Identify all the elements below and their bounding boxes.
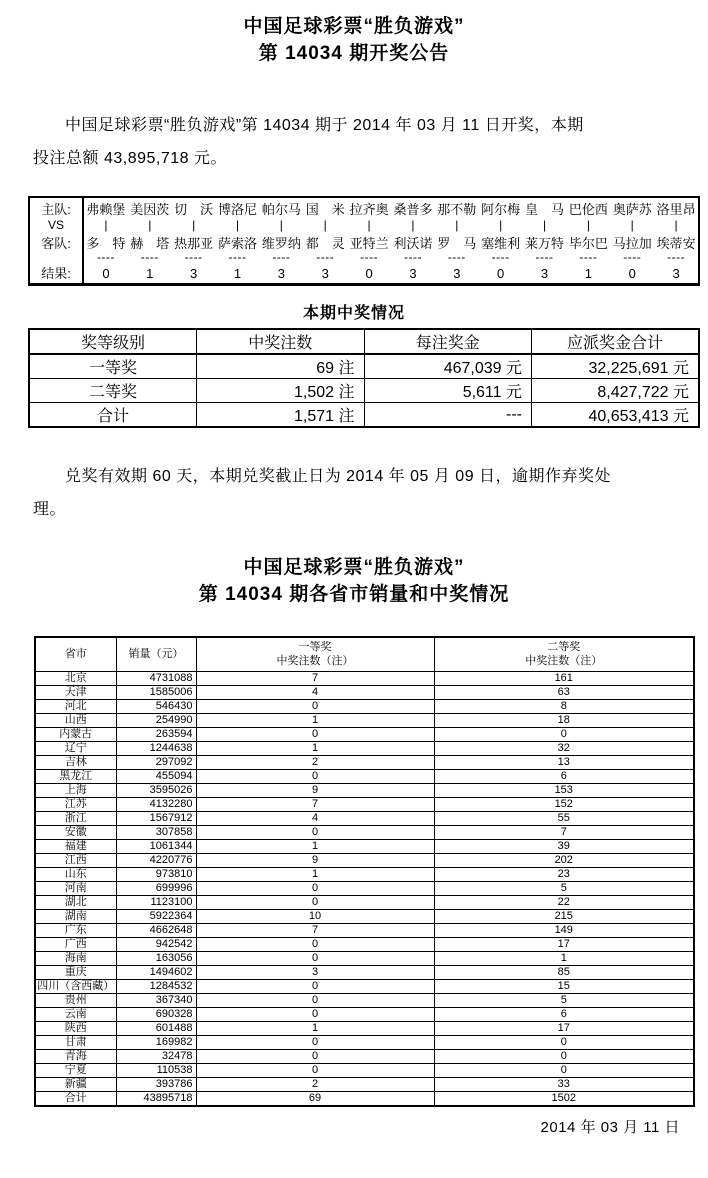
away-team: 赫 塔	[130, 236, 170, 251]
dash-separator: ----	[184, 250, 203, 264]
province-title-line2: 第 14034 期各省市销量和中奖情况	[198, 584, 510, 605]
first-prize-count-cell: 7	[196, 923, 434, 937]
prize-level-cell: 合计	[29, 403, 197, 428]
sales-cell: 32478	[116, 1049, 196, 1063]
page-title	[0, 0, 708, 67]
province-name-cell: 江西	[35, 853, 116, 867]
away-team: 热那亚	[174, 236, 214, 251]
prize-header-amount: 每注奖金	[364, 329, 532, 354]
first-prize-count-cell: 0	[196, 937, 434, 951]
dash-row-spacer	[30, 255, 82, 264]
second-prize-count-cell: 7	[434, 825, 694, 839]
prize-row	[29, 354, 699, 379]
second-prize-count-cell: 32	[434, 741, 694, 755]
home-team: 那不勒	[437, 202, 477, 217]
dash-separator: ----	[316, 250, 335, 264]
province-row	[35, 1091, 694, 1106]
match-table-labels	[30, 198, 84, 283]
away-team: 毕尔巴	[568, 236, 608, 251]
province-header-first-prize	[196, 637, 434, 671]
dash-separator: ----	[447, 250, 466, 264]
sales-cell: 455094	[116, 769, 196, 783]
second-prize-header-line2: 中奖注数（注）	[525, 655, 603, 668]
away-team: 埃蒂安	[656, 236, 696, 251]
province-name-cell: 江苏	[35, 797, 116, 811]
prize-table-body	[29, 354, 699, 427]
second-prize-count-cell: 0	[434, 1049, 694, 1063]
vs-separator: |	[104, 218, 108, 232]
first-prize-count-cell: 4	[196, 685, 434, 699]
away-team: 罗 马	[437, 236, 477, 251]
sales-cell: 973810	[116, 867, 196, 881]
prize-header-row	[29, 329, 699, 354]
prize-count-cell: 1,571 注	[197, 403, 365, 428]
province-name-cell: 上海	[35, 783, 116, 797]
second-prize-count-cell: 149	[434, 923, 694, 937]
province-row	[35, 671, 694, 685]
match-column	[216, 198, 260, 283]
province-row	[35, 909, 694, 923]
second-prize-count-cell: 0	[434, 727, 694, 741]
sales-cell: 110538	[116, 1063, 196, 1077]
match-result: 0	[102, 266, 110, 281]
sales-cell: 4132280	[116, 797, 196, 811]
province-name-cell: 内蒙古	[35, 727, 116, 741]
sales-cell: 297092	[116, 755, 196, 769]
match-column	[84, 198, 128, 283]
province-row	[35, 965, 694, 979]
province-name-cell: 海南	[35, 951, 116, 965]
vs-separator: |	[630, 218, 634, 232]
province-name-cell: 河北	[35, 699, 116, 713]
prize-row	[29, 403, 699, 428]
province-row	[35, 797, 694, 811]
home-team: 奥萨苏	[612, 202, 652, 217]
home-team: 洛里昂	[656, 202, 696, 217]
prize-count-cell: 1,502 注	[197, 379, 365, 403]
province-name-cell: 甘肃	[35, 1035, 116, 1049]
province-name-cell: 辽宁	[35, 741, 116, 755]
first-prize-count-cell: 4	[196, 811, 434, 825]
dash-separator: ----	[140, 250, 159, 264]
province-row	[35, 727, 694, 741]
first-prize-count-cell: 9	[196, 853, 434, 867]
second-prize-count-cell: 63	[434, 685, 694, 699]
sales-cell: 601488	[116, 1021, 196, 1035]
dash-separator: ----	[360, 250, 379, 264]
second-prize-count-cell: 23	[434, 867, 694, 881]
intro-line2: 投注总额 43,895,718 元。	[33, 150, 227, 167]
second-prize-count-cell: 5	[434, 881, 694, 895]
province-row	[35, 699, 694, 713]
sales-cell: 4662648	[116, 923, 196, 937]
province-row	[35, 755, 694, 769]
prize-level-cell: 二等奖	[29, 379, 197, 403]
match-result: 3	[672, 266, 680, 281]
home-team: 国 米	[305, 202, 345, 217]
match-result: 3	[540, 266, 549, 281]
away-team: 莱万特	[525, 236, 565, 251]
dash-separator: ----	[579, 250, 598, 264]
match-column	[347, 198, 391, 283]
match-result: 0	[365, 266, 373, 281]
second-prize-count-cell: 6	[434, 1007, 694, 1021]
province-name-cell: 吉林	[35, 755, 116, 769]
province-name-cell: 广西	[35, 937, 116, 951]
first-prize-count-cell: 7	[196, 671, 434, 685]
home-team: 博洛尼	[218, 202, 258, 217]
home-team: 帕尔马	[261, 202, 301, 217]
sales-cell: 3595026	[116, 783, 196, 797]
match-column	[172, 198, 216, 283]
first-prize-count-cell: 0	[196, 769, 434, 783]
dash-separator: ----	[535, 250, 554, 264]
first-prize-count-cell: 0	[196, 1063, 434, 1077]
second-prize-count-cell: 17	[434, 1021, 694, 1035]
intro-line1: 中国足球彩票“胜负游戏”第 14034 期于 2014 年 03 月 11 日开奖，本期	[65, 117, 584, 134]
first-prize-count-cell: 0	[196, 1007, 434, 1021]
province-name-cell: 重庆	[35, 965, 116, 979]
second-prize-count-cell: 8	[434, 699, 694, 713]
sales-cell: 307858	[116, 825, 196, 839]
away-team: 利沃诺	[393, 236, 433, 251]
second-prize-header-line1: 二等奖	[547, 641, 581, 654]
vs-separator: |	[542, 218, 547, 232]
first-prize-count-cell: 1	[196, 713, 434, 727]
match-column	[259, 198, 303, 283]
second-prize-count-cell: 18	[434, 713, 694, 727]
prize-total-cell: 32,225,691 元	[532, 354, 700, 379]
first-prize-count-cell: 0	[196, 895, 434, 909]
vs-separator: |	[279, 218, 283, 232]
match-result: 3	[321, 266, 329, 281]
province-row	[35, 1007, 694, 1021]
first-prize-count-cell: 3	[196, 965, 434, 979]
province-row	[35, 811, 694, 825]
away-team: 亚特兰	[349, 236, 389, 251]
first-prize-count-cell: 0	[196, 699, 434, 713]
province-name-cell: 湖南	[35, 909, 116, 923]
province-name-cell: 广东	[35, 923, 116, 937]
province-row	[35, 685, 694, 699]
sales-cell: 546430	[116, 699, 196, 713]
second-prize-count-cell: 215	[434, 909, 694, 923]
home-team: 皇 马	[525, 202, 565, 217]
prize-total-cell: 40,653,413 元	[532, 403, 700, 428]
province-header-row	[35, 637, 694, 671]
second-prize-count-cell: 161	[434, 671, 694, 685]
match-result: 3	[277, 266, 285, 281]
sales-cell: 4731088	[116, 671, 196, 685]
sales-cell: 1494602	[116, 965, 196, 979]
province-row	[35, 741, 694, 755]
second-prize-count-cell: 153	[434, 783, 694, 797]
match-column	[128, 198, 172, 283]
sales-cell: 1061344	[116, 839, 196, 853]
sales-cell: 699996	[116, 881, 196, 895]
first-prize-count-cell: 0	[196, 1049, 434, 1063]
province-row	[35, 1063, 694, 1077]
dash-separator: ----	[491, 250, 510, 264]
away-team: 都 灵	[305, 236, 345, 251]
sales-cell: 1244638	[116, 741, 196, 755]
province-header-name: 省市	[35, 637, 116, 671]
match-column	[435, 198, 479, 283]
province-row	[35, 853, 694, 867]
prize-level-cell: 一等奖	[29, 354, 197, 379]
province-name-cell: 安徽	[35, 825, 116, 839]
away-team: 马拉加	[612, 236, 652, 251]
province-name-cell: 湖北	[35, 895, 116, 909]
page-title-line1: 中国足球彩票“胜负游戏”	[243, 16, 465, 37]
match-results-table	[28, 196, 700, 286]
province-name-cell: 北京	[35, 671, 116, 685]
province-row	[35, 825, 694, 839]
province-row	[35, 839, 694, 853]
prize-row	[29, 379, 699, 403]
match-result: 1	[146, 266, 154, 281]
prize-table	[28, 328, 700, 428]
match-result: 1	[584, 266, 592, 281]
province-row	[35, 979, 694, 993]
province-row	[35, 713, 694, 727]
province-row	[35, 1049, 694, 1063]
province-name-cell: 天津	[35, 685, 116, 699]
first-prize-count-cell: 0	[196, 993, 434, 1007]
first-prize-count-cell: 1	[196, 839, 434, 853]
first-prize-header-line1: 一等奖	[298, 641, 332, 654]
vs-separator: |	[586, 218, 590, 232]
home-team: 桑普多	[393, 202, 433, 217]
province-row	[35, 993, 694, 1007]
vs-separator: |	[455, 218, 459, 232]
first-prize-count-cell: 0	[196, 979, 434, 993]
match-column	[303, 198, 347, 283]
vs-separator: |	[192, 218, 196, 232]
province-title-line1: 中国足球彩票“胜负游戏”	[243, 557, 465, 578]
vs-separator: |	[235, 218, 240, 232]
second-prize-count-cell: 1	[434, 951, 694, 965]
province-row	[35, 783, 694, 797]
prize-amount-cell: 467,039 元	[364, 354, 532, 379]
vs-row-label: VS	[47, 218, 64, 232]
sales-cell: 942542	[116, 937, 196, 951]
sales-cell: 1284532	[116, 979, 196, 993]
first-prize-count-cell: 0	[196, 727, 434, 741]
prize-header-level: 奖等级别	[29, 329, 197, 354]
away-team: 塞维利	[481, 236, 521, 251]
vs-separator: |	[148, 218, 152, 232]
prize-header-total: 应派奖金合计	[532, 329, 700, 354]
province-row	[35, 867, 694, 881]
dash-separator: ----	[623, 250, 642, 264]
province-name-cell: 四川（含西藏）	[35, 979, 116, 993]
result-row-label: 结果:	[41, 266, 71, 281]
second-prize-count-cell: 33	[434, 1077, 694, 1091]
first-prize-count-cell: 0	[196, 951, 434, 965]
sales-cell: 1585006	[116, 685, 196, 699]
sales-cell: 393786	[116, 1077, 196, 1091]
province-name-cell: 青海	[35, 1049, 116, 1063]
province-row	[35, 769, 694, 783]
footer-date: 2014 年 03 月 11 日	[540, 1118, 680, 1136]
sales-cell: 1123100	[116, 895, 196, 909]
province-name-cell: 云南	[35, 1007, 116, 1021]
sales-cell: 254990	[116, 713, 196, 727]
prize-amount-cell: 5,611 元	[364, 379, 532, 403]
province-header-second-prize	[434, 637, 694, 671]
second-prize-count-cell: 17	[434, 937, 694, 951]
second-prize-count-cell: 13	[434, 755, 694, 769]
second-prize-count-cell: 0	[434, 1035, 694, 1049]
prize-count-cell: 69 注	[197, 354, 365, 379]
first-prize-count-cell: 1	[196, 867, 434, 881]
first-prize-count-cell: 9	[196, 783, 434, 797]
home-team: 巴伦西	[568, 202, 608, 217]
dash-separator: ----	[403, 250, 422, 264]
match-column	[523, 198, 567, 283]
first-prize-count-cell: 69	[196, 1091, 434, 1106]
prize-total-cell: 8,427,722 元	[532, 379, 700, 403]
first-prize-header-line2: 中奖注数（注）	[276, 655, 354, 668]
match-table-columns	[84, 198, 698, 283]
first-prize-count-cell: 0	[196, 1035, 434, 1049]
second-prize-count-cell: 152	[434, 797, 694, 811]
province-name-cell: 浙江	[35, 811, 116, 825]
prize-amount-cell: ---	[364, 403, 532, 428]
sales-cell: 1567912	[116, 811, 196, 825]
province-row	[35, 1035, 694, 1049]
home-team: 阿尔梅	[481, 202, 521, 217]
province-name-cell: 黑龙江	[35, 769, 116, 783]
first-prize-count-cell: 0	[196, 881, 434, 895]
second-prize-count-cell: 6	[434, 769, 694, 783]
away-row-label: 客队:	[41, 236, 71, 251]
province-name-cell: 合计	[35, 1091, 116, 1106]
province-name-cell: 陕西	[35, 1021, 116, 1035]
match-result: 1	[233, 266, 242, 281]
sales-cell: 5922364	[116, 909, 196, 923]
home-team: 切 沃	[174, 202, 214, 217]
province-table	[34, 636, 695, 1107]
vs-separator: |	[323, 218, 327, 232]
prize-section-title: 本期中奖情况	[302, 305, 405, 322]
intro-paragraph	[33, 109, 672, 175]
first-prize-count-cell: 1	[196, 1021, 434, 1035]
province-name-cell: 河南	[35, 881, 116, 895]
province-row	[35, 1077, 694, 1091]
dash-separator: ----	[667, 250, 686, 264]
home-team: 拉齐奥	[349, 202, 389, 217]
sales-cell: 263594	[116, 727, 196, 741]
sales-cell: 367340	[116, 993, 196, 1007]
match-column	[566, 198, 610, 283]
second-prize-count-cell: 1502	[434, 1091, 694, 1106]
second-prize-count-cell: 0	[434, 1063, 694, 1077]
province-name-cell: 福建	[35, 839, 116, 853]
province-section-title	[0, 554, 708, 608]
match-result: 0	[628, 266, 636, 281]
away-team: 多 特	[86, 236, 126, 251]
sales-cell: 163056	[116, 951, 196, 965]
sales-cell: 690328	[116, 1007, 196, 1021]
match-column	[391, 198, 435, 283]
prize-header-count: 中奖注数	[197, 329, 365, 354]
match-column	[654, 198, 698, 283]
dash-separator: ----	[96, 250, 115, 264]
first-prize-count-cell: 10	[196, 909, 434, 923]
home-team: 美因茨	[130, 202, 170, 217]
province-row	[35, 881, 694, 895]
away-team: 萨索洛	[218, 236, 258, 251]
province-row	[35, 951, 694, 965]
province-row	[35, 923, 694, 937]
vs-separator: |	[499, 218, 503, 232]
match-result: 3	[453, 266, 461, 281]
vs-separator: |	[367, 218, 371, 232]
away-team: 维罗纳	[261, 236, 301, 251]
first-prize-count-cell: 2	[196, 755, 434, 769]
match-result: 3	[190, 266, 198, 281]
province-name-cell: 山西	[35, 713, 116, 727]
dash-separator: ----	[272, 250, 291, 264]
match-result: 0	[497, 266, 505, 281]
second-prize-count-cell: 15	[434, 979, 694, 993]
page-title-line2: 第 14034 期开奖公告	[258, 43, 450, 64]
second-prize-count-cell: 22	[434, 895, 694, 909]
province-row	[35, 895, 694, 909]
deadline-paragraph	[33, 460, 672, 526]
province-row	[35, 937, 694, 951]
sales-cell: 43895718	[116, 1091, 196, 1106]
province-row	[35, 1021, 694, 1035]
second-prize-count-cell: 55	[434, 811, 694, 825]
deadline-line2: 理。	[33, 501, 67, 518]
second-prize-count-cell: 202	[434, 853, 694, 867]
second-prize-count-cell: 85	[434, 965, 694, 979]
deadline-line1: 兑奖有效期 60 天，本期兑奖截止日为 2014 年 05 月 09 日，逾期作弃奖处	[65, 468, 612, 485]
province-name-cell: 山东	[35, 867, 116, 881]
second-prize-count-cell: 5	[434, 993, 694, 1007]
province-name-cell: 贵州	[35, 993, 116, 1007]
dash-separator: ----	[228, 250, 247, 264]
vs-separator: |	[411, 218, 415, 232]
first-prize-count-cell: 7	[196, 797, 434, 811]
second-prize-count-cell: 39	[434, 839, 694, 853]
first-prize-count-cell: 0	[196, 825, 434, 839]
match-column	[610, 198, 654, 283]
province-header-sales: 销量（元）	[116, 637, 196, 671]
sales-cell: 169982	[116, 1035, 196, 1049]
province-name-cell: 宁夏	[35, 1063, 116, 1077]
first-prize-count-cell: 2	[196, 1077, 434, 1091]
home-team: 弗赖堡	[86, 202, 126, 217]
vs-separator: |	[674, 218, 678, 232]
province-name-cell: 新疆	[35, 1077, 116, 1091]
first-prize-count-cell: 1	[196, 741, 434, 755]
province-table-body	[35, 671, 694, 1106]
home-row-label: 主队:	[41, 202, 71, 217]
match-column	[479, 198, 523, 283]
match-result: 3	[409, 266, 417, 281]
sales-cell: 4220776	[116, 853, 196, 867]
